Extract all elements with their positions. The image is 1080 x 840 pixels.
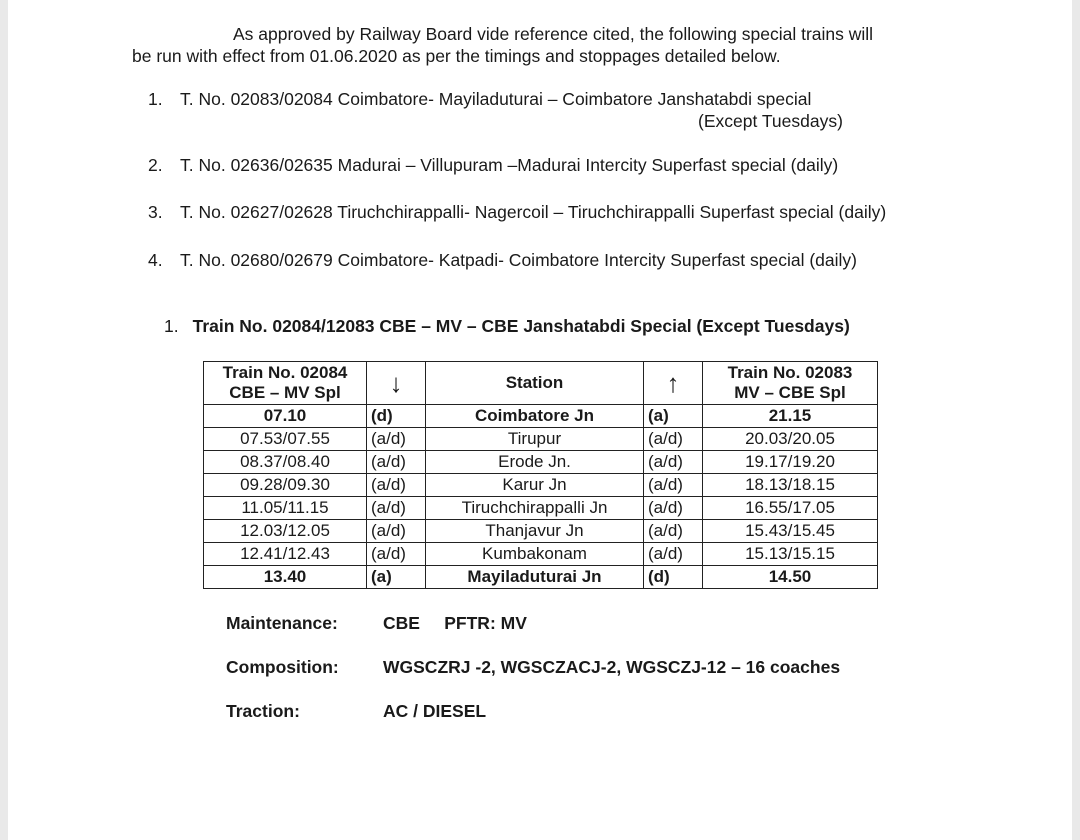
header-up-direction [644, 362, 703, 405]
station-name: Thanjavur Jn [426, 520, 644, 543]
table-row [204, 497, 878, 520]
station-name: Kumbakonam [426, 543, 644, 566]
header-train-route: CBE – MV Spl [229, 383, 341, 402]
down-code: (a/d) [367, 451, 426, 474]
up-code: (a/d) [644, 543, 703, 566]
timetable [203, 361, 878, 589]
section-title-text: Train No. 02084/12083 CBE – MV – CBE Janshatabdi Special (Except Tuesdays) [192, 316, 850, 336]
station-name: Karur Jn [426, 474, 644, 497]
composition-value: WGSCZRJ -2, WGSCZACJ-2, WGSCZJ-12 – 16 coaches [383, 657, 841, 677]
down-code: (a/d) [367, 543, 426, 566]
down-time: 08.37/08.40 [204, 451, 367, 474]
station-name: Erode Jn. [426, 451, 644, 474]
station-name: Tirupur [426, 428, 644, 451]
list-number: 3. [148, 202, 163, 222]
down-time: 11.05/11.15 [204, 497, 367, 520]
header-train-route: MV – CBE Spl [734, 383, 846, 402]
table-row [204, 405, 878, 428]
up-code: (a/d) [644, 428, 703, 451]
maintenance-value: CBE PFTR: MV [383, 613, 527, 633]
document-page [8, 0, 1072, 840]
header-down-direction [367, 362, 426, 405]
up-time: 19.17/19.20 [703, 451, 878, 474]
list-text: T. No. 02680/02679 Coimbatore- Katpadi- Coimbatore Intercity Superfast special (daily) [180, 250, 858, 270]
up-time: 20.03/20.05 [703, 428, 878, 451]
composition-label: Composition: [226, 657, 339, 677]
down-time: 07.10 [204, 405, 367, 428]
up-code: (d) [644, 566, 703, 589]
intro-line-1: As approved by Railway Board vide reference cited, the following special trains will [233, 24, 874, 44]
intro-line-2: be run with effect from 01.06.2020 as per the timings and stoppages detailed below. [132, 46, 781, 66]
list-text: T. No. 02627/02628 Tiruchchirappalli- Nagercoil – Tiruchchirappalli Superfast special (daily) [180, 202, 887, 222]
down-time: 09.28/09.30 [204, 474, 367, 497]
up-time: 15.13/15.15 [703, 543, 878, 566]
up-code: (a/d) [644, 497, 703, 520]
station-name: Mayiladuturai Jn [426, 566, 644, 589]
header-station: Station [426, 362, 644, 405]
up-code: (a/d) [644, 451, 703, 474]
traction-label: Traction: [226, 701, 300, 721]
table-row [204, 474, 878, 497]
up-time: 21.15 [703, 405, 878, 428]
list-text: T. No. 02083/02084 Coimbatore- Mayiladuturai – Coimbatore Janshatabdi special [180, 89, 812, 109]
section-number: 1. [164, 316, 179, 336]
timetable-header-row [204, 362, 878, 405]
down-code: (a/d) [367, 428, 426, 451]
down-code: (a/d) [367, 474, 426, 497]
arrow-down-icon: ↓ [389, 367, 403, 398]
maintenance-label: Maintenance: [226, 613, 338, 633]
down-code: (a/d) [367, 497, 426, 520]
up-time: 15.43/15.45 [703, 520, 878, 543]
table-row [204, 520, 878, 543]
header-train-02084 [204, 362, 367, 405]
list-text: T. No. 02636/02635 Madurai – Villupuram –Madurai Intercity Superfast special (daily) [180, 155, 839, 175]
up-time: 18.13/18.15 [703, 474, 878, 497]
table-row [204, 428, 878, 451]
header-train-02083 [703, 362, 878, 405]
table-row [204, 543, 878, 566]
up-code: (a/d) [644, 474, 703, 497]
header-train-number: Train No. 02083 [727, 363, 853, 382]
list-note-except-tuesdays: (Except Tuesdays) [698, 111, 843, 131]
list-number: 2. [148, 155, 163, 175]
section-title [164, 316, 850, 337]
up-code: (a) [644, 405, 703, 428]
up-time: 14.50 [703, 566, 878, 589]
up-code: (a/d) [644, 520, 703, 543]
down-code: (a/d) [367, 520, 426, 543]
down-time: 13.40 [204, 566, 367, 589]
header-train-number: Train No. 02084 [222, 363, 348, 382]
station-name: Tiruchchirappalli Jn [426, 497, 644, 520]
traction-value: AC / DIESEL [383, 701, 487, 721]
arrow-up-icon: ↑ [666, 367, 680, 398]
down-time: 12.41/12.43 [204, 543, 367, 566]
down-code: (a) [367, 566, 426, 589]
list-number: 1. [148, 89, 163, 109]
down-time: 07.53/07.55 [204, 428, 367, 451]
list-number: 4. [148, 250, 163, 270]
down-time: 12.03/12.05 [204, 520, 367, 543]
station-name: Coimbatore Jn [426, 405, 644, 428]
table-row [204, 451, 878, 474]
table-row [204, 566, 878, 589]
up-time: 16.55/17.05 [703, 497, 878, 520]
down-code: (d) [367, 405, 426, 428]
